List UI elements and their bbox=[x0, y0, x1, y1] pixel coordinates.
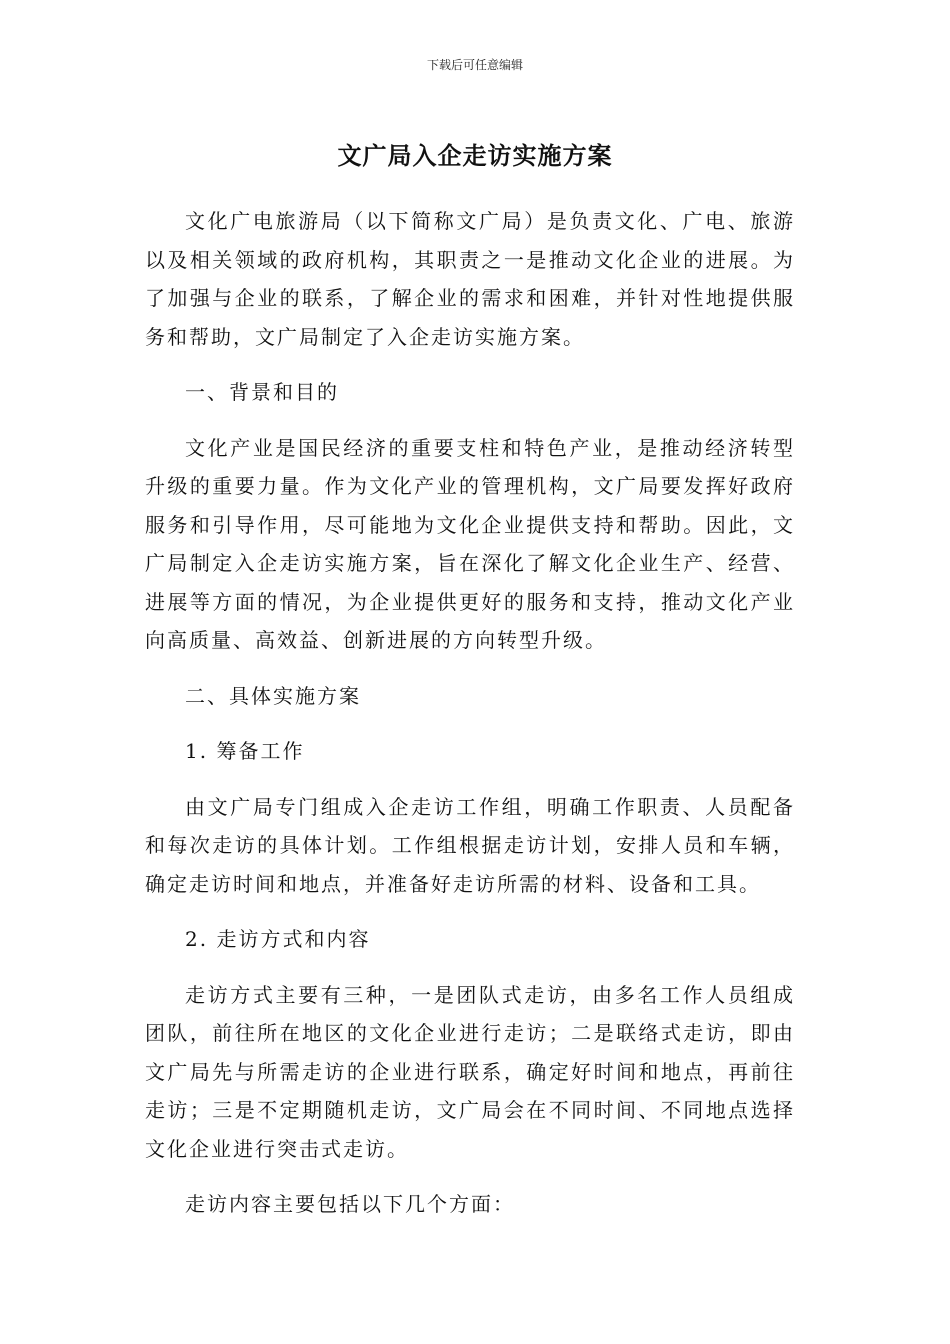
subsection-heading-methods: 2. 走访方式和内容 bbox=[185, 927, 371, 951]
document-title: 文广局入企走访实施方案 bbox=[337, 142, 613, 170]
document-body bbox=[145, 202, 795, 1241]
section-heading-background: 一、背景和目的 bbox=[185, 380, 339, 404]
section-heading-plan: 二、具体实施方案 bbox=[185, 683, 361, 708]
paragraph-contents-intro: 走访内容主要包括以下几个方面： bbox=[185, 1192, 515, 1216]
header-note: 下载后可任意编辑 bbox=[426, 58, 523, 72]
paragraph-preparation: 由文广局专门组成入企走访工作组，明确工作职责、人员配备和每次走访的具体计划。工作组根据走访计划，安排人员和车辆，确定走访时间和地点，并准备好走访所需的材料、设备和工具。 bbox=[145, 794, 795, 896]
paragraph-methods: 走访方式主要有三种，一是团队式走访，由多名工作人员组成团队，前往所在地区的文化企业进行走访；二是联络式走访，即由文广局先与所需走访的企业进行联系，确定好时间和地点，再前往走访；三是不定期随机走访，文广局会在不同时间、不同地点选择文化企业进行突击式走访。 bbox=[145, 982, 795, 1161]
subsection-heading-preparation: 1. 筹备工作 bbox=[185, 739, 305, 763]
paragraph-background: 文化产业是国民经济的重要支柱和特色产业，是推动经济转型升级的重要力量。作为文化产业的管理机构，文广局要发挥好政府服务和引导作用，尽可能地为文化企业提供支持和帮助。因此，文广局制定入企走访实施方案，旨在深化了解文化企业生产、经营、进展等方面的情况，为企业提供更好的服务和支持，推动文化产业向高质量、高效益、创新进展的方向转型升级。 bbox=[145, 435, 795, 652]
paragraph-intro: 文化广电旅游局（以下简称文广局）是负责文化、广电、旅游以及相关领域的政府机构，其职责之一是推动文化企业的进展。为了加强与企业的联系，了解企业的需求和困难，并针对性地提供服务和帮助，文广局制定了入企走访实施方案。 bbox=[145, 209, 795, 349]
